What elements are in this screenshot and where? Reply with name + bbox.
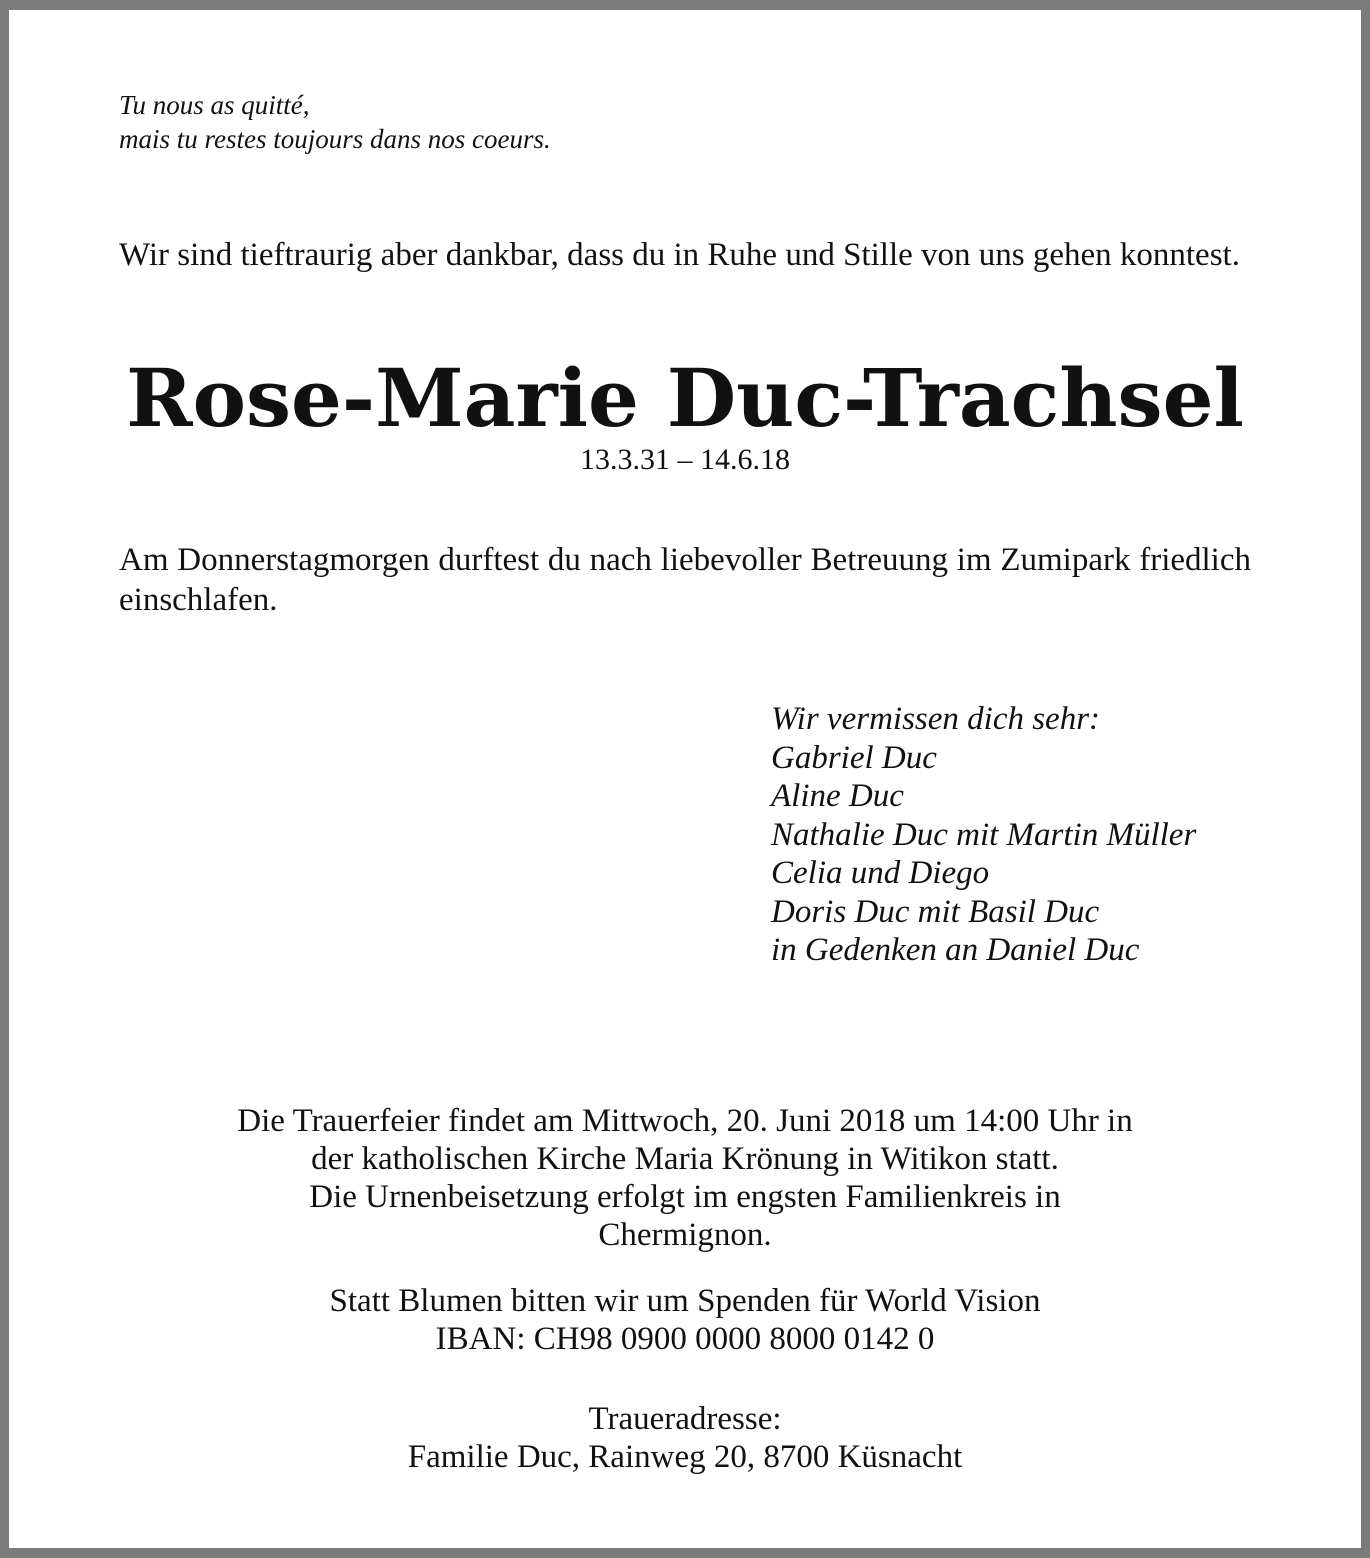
ceremony-line: Chermignon. — [598, 1217, 772, 1253]
mourner-name: in Gedenken an Daniel Duc — [771, 932, 1140, 968]
ceremony-line: Die Urnenbeisetzung erfolgt im engsten Familienkreis in — [309, 1179, 1061, 1215]
ceremony-line: Die Trauerfeier findet am Mittwoch, 20. Juni 2018 um 14:00 Uhr in — [237, 1103, 1133, 1139]
circumstance-paragraph: Am Donnerstagmorgen durftest du nach liebevoller Betreuung im Zumipark friedlich einschlafen. — [119, 542, 1251, 618]
deceased-name: Rose-Marie Duc-Trachsel — [126, 351, 1244, 445]
intro-paragraph: Wir sind tieftraurig aber dankbar, dass du in Ruhe und Stille von uns gehen konntest. — [119, 237, 1240, 273]
address-value: Familie Duc, Rainweg 20, 8700 Küsnacht — [407, 1439, 963, 1475]
motto-line-1: Tu nous as quitté, — [119, 90, 310, 120]
mourner-name: Nathalie Duc mit Martin Müller — [771, 816, 1197, 853]
life-dates: 13.3.31 – 14.6.18 — [580, 443, 790, 476]
donation-request — [9, 1282, 1361, 1358]
ceremony-details — [9, 1102, 1361, 1254]
mourner-name: Aline Duc — [771, 778, 904, 814]
mourners-list — [771, 700, 1196, 970]
donation-text: Statt Blumen bitten wir um Spenden für World Vision — [329, 1283, 1041, 1319]
motto-quote — [119, 88, 551, 156]
obituary-page — [9, 10, 1361, 1548]
mourner-name: Gabriel Duc — [771, 739, 937, 776]
ceremony-line: der katholischen Kirche Maria Krönung in Witikon statt. — [311, 1141, 1059, 1177]
mourner-name: Doris Duc mit Basil Duc — [771, 893, 1100, 930]
donation-iban: IBAN: CH98 0900 0000 8000 0142 0 — [435, 1321, 935, 1357]
mourners-heading: Wir vermissen dich sehr: — [771, 701, 1101, 737]
mourner-name: Celia und Diego — [771, 855, 990, 891]
motto-line-2: mais tu restes toujours dans nos coeurs. — [119, 124, 551, 154]
mourning-address — [9, 1400, 1361, 1476]
address-label: Traueradresse: — [588, 1401, 782, 1437]
